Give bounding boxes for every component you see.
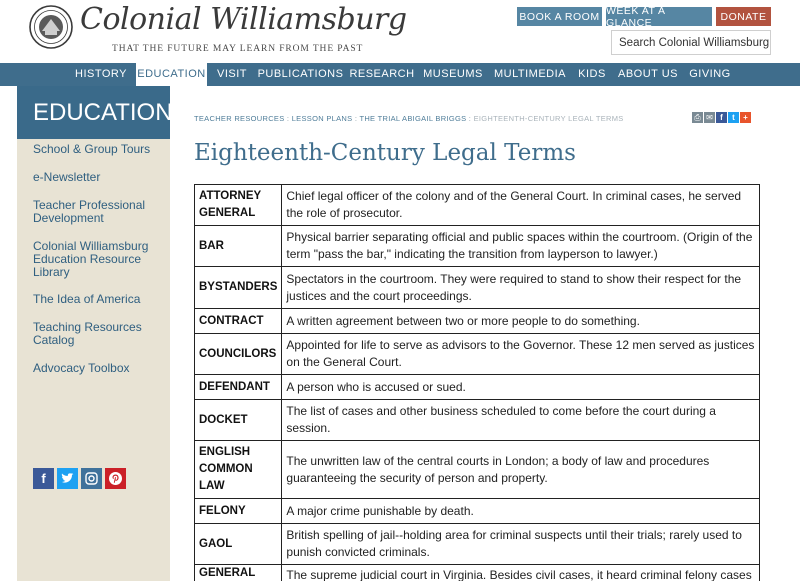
nav-item-about-us[interactable]: ABOUT US [617,68,679,80]
term-cell: COUNCILORS [195,334,282,375]
pinterest-icon[interactable] [105,468,126,489]
main-nav [0,63,800,86]
week-at-a-glance-button[interactable]: WEEK AT A GLANCE [606,7,712,26]
nav-item-multimedia[interactable]: MULTIMEDIA [493,68,567,80]
table-row [195,226,760,267]
nav-item-publications[interactable]: PUBLICATIONS [257,68,344,80]
twitter-icon[interactable] [57,468,78,489]
instagram-icon[interactable] [81,468,102,489]
search-input[interactable] [611,30,771,55]
term-cell: ATTORNEY GENERAL [195,185,282,226]
definition-cell: Chief legal officer of the colony and of the General Court. In criminal cases, he served the role of prosecutor. [282,185,760,226]
sidebar-item-teaching-resources-catalog[interactable]: Teaching Resources Catalog [33,320,142,347]
donate-button[interactable]: DONATE [716,7,771,26]
table-row [195,524,760,565]
definition-cell: A major crime punishable by death. [282,499,760,524]
site-logo[interactable] [28,2,407,58]
term-cell: GENERAL [195,565,282,581]
page-title: Eighteenth-Century Legal Terms [194,140,576,166]
definition-cell: Physical barrier separating official and public spaces within the courtroom. (Origin of the term "pass the bar," indicating the transition from layperson to lawyer.) [282,226,760,267]
definition-cell: The supreme judicial court in Virginia. Besides civil cases, it heard criminal felony cases [282,565,760,581]
term-cell: DEFENDANT [195,375,282,400]
sidebar-item-school-group-tours[interactable]: School & Group Tours [33,142,151,156]
breadcrumb-trial-abigail-briggs[interactable]: THE TRIAL ABIGAIL BRIGGS [359,114,467,123]
term-cell: GAOL [195,524,282,565]
term-cell: DOCKET [195,400,282,441]
legal-terms-table [194,184,760,581]
logo-wordmark: Colonial Williamsburg [80,2,407,37]
nav-item-research[interactable]: RESEARCH [349,68,415,80]
nav-item-history[interactable]: HISTORY [75,68,127,80]
table-row [195,267,760,309]
nav-item-museums[interactable]: MUSEUMS [423,68,483,80]
sidebar [17,86,173,581]
nav-item-kids[interactable]: KIDS [578,68,606,80]
definition-cell: British spelling of jail--holding area for criminal suspects until their trials; rarely used to punish convicted criminals. [282,524,760,565]
table-row [195,185,760,226]
definition-cell: Appointed for life to serve as advisors to the Governor. These 12 men served as justices on the General Court. [282,334,760,375]
table-row [195,309,760,334]
table-row [195,375,760,400]
table-row [195,400,760,441]
sidebar-item-e-newsletter[interactable]: e-Newsletter [33,170,101,184]
definition-cell: A person who is accused or sued. [282,375,760,400]
print-icon[interactable]: ⎙ [692,112,703,123]
seal-icon [28,4,74,50]
term-cell: CONTRACT [195,309,282,334]
breadcrumb-separator: : [354,114,358,123]
nav-item-visit[interactable]: VISIT [216,68,247,80]
facebook-icon[interactable]: f [716,112,727,123]
term-cell: BYSTANDERS [195,267,282,309]
sidebar-item-advocacy-toolbox[interactable]: Advocacy Toolbox [33,361,130,375]
table-row [195,441,760,499]
breadcrumb-lesson-plans[interactable]: LESSON PLANS [291,114,353,123]
facebook-icon[interactable]: f [33,468,54,489]
definition-cell: The list of cases and other business scheduled to come before the court during a session. [282,400,760,441]
breadcrumb [194,114,624,123]
term-cell: BAR [195,226,282,267]
breadcrumb-separator: : [468,114,472,123]
term-cell: ENGLISH COMMON LAW [195,441,282,499]
table-row [195,499,760,524]
sidebar-item-teacher-development[interactable]: Teacher Professional Development [33,198,146,225]
logo-tagline: THAT THE FUTURE MAY LEARN FROM THE PAST [112,44,364,54]
breadcrumb-teacher-resources[interactable]: TEACHER RESOURCES [194,114,285,123]
nav-item-education[interactable]: EDUCATION [136,63,207,86]
sidebar-title: EDUCATION [17,86,170,139]
term-cell: FELONY [195,499,282,524]
book-a-room-button[interactable]: BOOK A ROOM [517,7,602,26]
breadcrumb-separator: : [286,114,290,123]
more-icon[interactable]: + [740,112,751,123]
definition-cell: Spectators in the courtroom. They were required to stand to show their respect for the justices and the court proceedings. [282,267,760,309]
twitter-icon[interactable]: t [728,112,739,123]
site-header [0,0,800,63]
table-row [195,565,760,581]
sidebar-item-idea-of-america[interactable]: The Idea of America [33,292,141,306]
table-row [195,334,760,375]
email-icon[interactable]: ✉ [704,112,715,123]
sidebar-item-education-resource-library[interactable]: Colonial Williamsburg Education Resource Library [33,239,149,279]
nav-item-giving[interactable]: GIVING [689,68,731,80]
breadcrumb-current: EIGHTEENTH-CENTURY LEGAL TERMS [473,114,624,123]
definition-cell: A written agreement between two or more people to do something. [282,309,760,334]
definition-cell: The unwritten law of the central courts in London; a body of law and procedures guaranteeing the security of person and property. [282,441,760,499]
share-toolbar [692,112,751,123]
